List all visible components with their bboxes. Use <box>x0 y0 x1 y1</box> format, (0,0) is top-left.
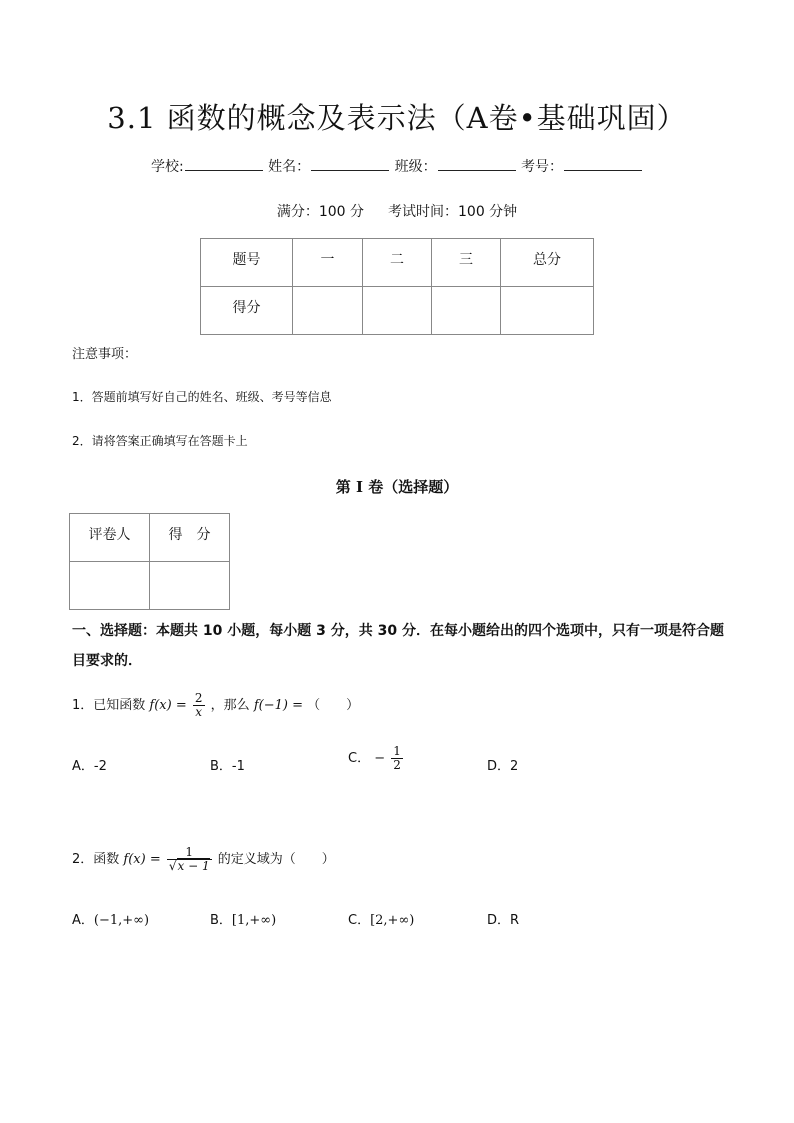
class-blank[interactable] <box>438 156 516 171</box>
grader-header: 评卷人 <box>70 514 150 562</box>
q2-option-a-label: A． <box>72 913 94 928</box>
school-blank[interactable] <box>185 156 263 171</box>
score-table-header: 一 <box>293 239 363 287</box>
q2-option-b[interactable] <box>210 909 276 928</box>
score-cell[interactable] <box>293 287 363 335</box>
q2-option-c-label: C． <box>348 913 371 928</box>
q2-option-b-label: B． <box>210 913 232 928</box>
q1-option-c-fraction <box>391 745 403 772</box>
q2-option-a-value: (−1,+∞) <box>93 913 150 928</box>
q2-denominator: √x − 1 <box>168 859 210 873</box>
grader-table <box>69 513 230 610</box>
grader-header: 得 分 <box>150 514 230 562</box>
q1-denominator: x <box>195 705 203 719</box>
q2-fraction <box>167 846 212 873</box>
q1-fraction <box>193 692 205 719</box>
q1-numerator: 2 <box>194 691 203 705</box>
q2-numerator: 1 <box>167 846 212 860</box>
score-row-label: 得分 <box>201 287 293 335</box>
q2-fx: f(x) = <box>123 852 161 867</box>
q2-root: x − 1 <box>177 859 210 873</box>
q1-option-d[interactable]: D．2 <box>487 759 519 774</box>
score-time-line <box>0 201 794 221</box>
notes-heading: 注意事项： <box>72 347 138 362</box>
page-title: 3.1 函数的概念及表示法（A卷•基础巩固） <box>107 101 687 135</box>
score-table-header: 二 <box>363 239 432 287</box>
student-info-line <box>0 156 794 176</box>
note-item: 1．答题前填写好自己的姓名、班级、考号等信息 <box>72 390 332 404</box>
score-table-header: 题号 <box>201 239 293 287</box>
q2-option-c[interactable] <box>348 909 414 928</box>
q1-option-c-label: C． <box>348 751 371 766</box>
score-table <box>200 238 594 335</box>
number-label: 考号： <box>521 159 564 175</box>
q1-suffix: （ ） <box>307 698 360 713</box>
class-label: 班级： <box>394 159 437 175</box>
q2-option-b-value: [1,+∞) <box>231 913 277 928</box>
grader-cell[interactable] <box>70 562 150 610</box>
q1-option-c-sign: − <box>374 751 386 766</box>
q2-option-a[interactable] <box>72 909 149 928</box>
q1-option-b[interactable]: B．-1 <box>210 759 245 774</box>
name-blank[interactable] <box>311 156 389 171</box>
section-description: 一、选择题：本题共 10 小题，每小题 3 分，共 30 分．在每小题给出的四个选项中，只有一项是符合题目要求的． <box>72 623 724 669</box>
q2-suffix: 的定义域为（ ） <box>217 852 335 867</box>
score-table-header: 三 <box>432 239 501 287</box>
score-cell[interactable] <box>501 287 594 335</box>
q1-f-at: f(−1) = <box>253 698 303 713</box>
question-2 <box>72 846 335 873</box>
q1-middle: ，那么 <box>210 698 250 713</box>
number-blank[interactable] <box>564 156 642 171</box>
score-cell[interactable] <box>363 287 432 335</box>
grader-cell[interactable] <box>150 562 230 610</box>
score-table-header: 总分 <box>501 239 594 287</box>
q2-option-c-value: [2,+∞) <box>370 913 415 928</box>
name-label: 姓名： <box>268 159 311 175</box>
question-1 <box>72 692 359 719</box>
q1-option-c-den: 2 <box>393 758 401 772</box>
q1-fx: f(x) = <box>149 698 187 713</box>
q1-option-c-num: 1 <box>393 744 401 758</box>
section-title: 第 I 卷（选择题） <box>335 478 459 496</box>
q1-prefix: 1．已知函数 <box>72 698 146 713</box>
exam-time: 考试时间：100 分钟 <box>388 204 518 220</box>
q2-prefix: 2．函数 <box>72 852 120 867</box>
q2-option-d[interactable]: D．R <box>487 913 520 928</box>
q1-option-a[interactable]: A．-2 <box>72 759 107 774</box>
score-cell[interactable] <box>432 287 501 335</box>
note-item: 2．请将答案正确填写在答题卡上 <box>72 434 248 448</box>
school-label: 学校: <box>150 159 184 175</box>
q1-option-c[interactable] <box>348 745 405 772</box>
full-marks: 满分：100 分 <box>276 204 364 220</box>
